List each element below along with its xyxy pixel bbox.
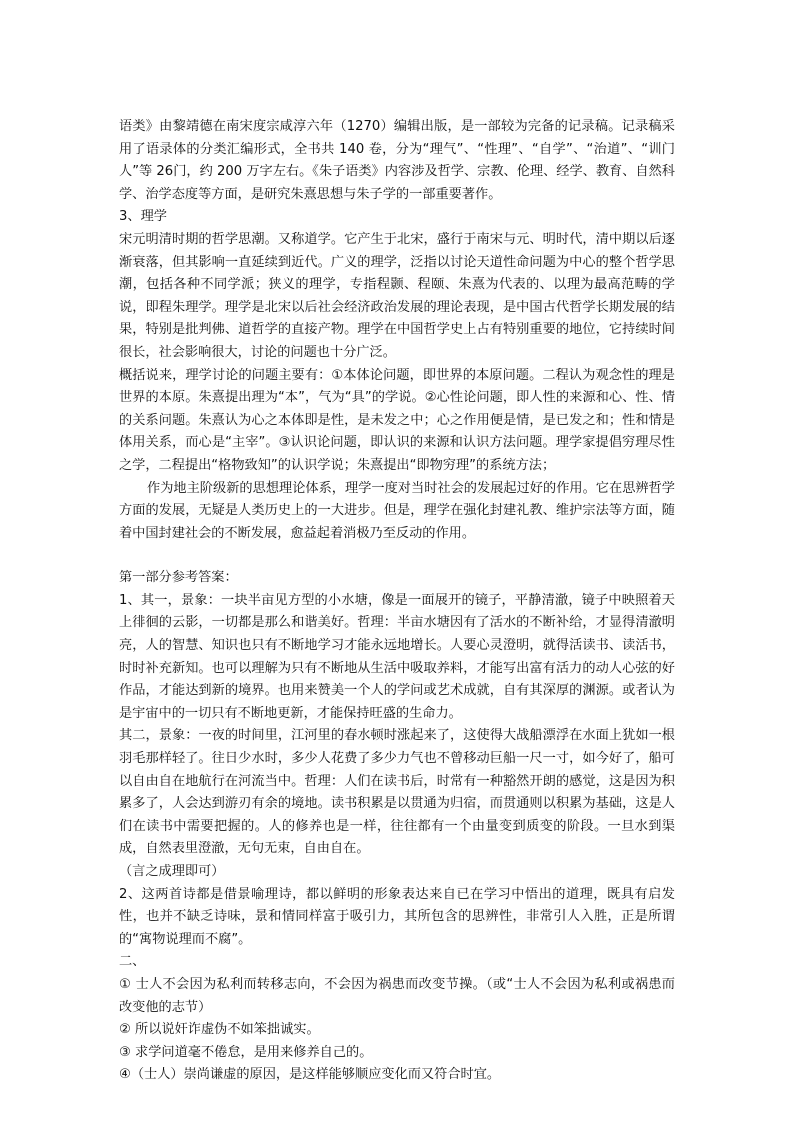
answer-1-part-1: 1、其一，景象：一块半亩见方型的小水塘，像是一面展开的镜子，平静清澈，镜子中映照着天上徘徊的云影，一切都是那么和谐美好。哲理：半亩水塘因有了活水的不断补给，才显得清澈明亮，人的智慧、知识也只有不断地学习才能永远地增长。人要心灵澄明，就得活读书、读活书，时时补充新知。也可以理解为只有不断地从生活中吸取养料，才能写出富有活力的动人心弦的好作品，才能达到新的境界。也用来赞美一个人的学问或艺术成就，自有其深厚的渊源。或者认为是宇宙中的一切只有不断地更新，才能保持旺盛的生命力。	[119, 592, 675, 721]
lixue-paragraph-1: 宋元明清时期的哲学思潮。又称道学。它产生于北宋，盛行于南宋与元、明时代，清中期以后逐渐衰落，但其影响一直延续到近代。广义的理学，泛指以讨论天道性命问题为中心的整个哲学思潮，包括各种不同学派；狭义的理学，专指程颢、程颐、朱熹为代表的、以理为最高范畴的学说，即程朱理学。理学是北宋以后社会经济政治发展的理论表现，是中国古代哲学长期发展的结果，特别是批判佛、道哲学的直接产物。理学在中国哲学史上占有特别重要的地位，它持续时间很长，社会影响很大，讨论的问题也十分广泛。	[119, 231, 675, 360]
lixue-paragraph-2: 概括说来，理学讨论的问题主要有：①本体论问题，即世界的本原问题。二程认为观念性的理是世界的本原。朱熹提出理为“本”，气为“具”的学说。②心性论问题，即人性的来源和心、性、情的关系问题。朱熹认为心之本体即是性，是未发之中；心之作用便是情，是已发之和；性和情是体用关系，而心是“主宰”。③认识论问题，即认识的来源和认识方法问题。理学家提倡穷理尽性之学，二程提出“格物致知”的认识学说；朱熹提出“即物穷理”的系统方法；	[119, 367, 675, 473]
intro-paragraph: 语类》由黎靖德在南宋度宗咸淳六年（1270）编辑出版，是一部较为完备的记录稿。记录稿采用了语录体的分类汇编形式，全书共 140 卷，分为“理气”、“性理”、“自学”、“治道”、“训门人”等 26门，约 200 万字左右。《朱子语类》内容涉及哲学、宗教、伦理、经学、教育、自然科学、治学态度等方面，是研究朱熹思想与朱子学的一部重要著作。	[119, 119, 675, 202]
answers-heading: 第一部分参考答案：	[119, 570, 238, 586]
translation-item-4: ④（士人）崇尚谦虚的原因，是这样能够顺应变化而又符合时宜。	[119, 1067, 501, 1083]
section-heading-lixue: 3、理学	[119, 209, 167, 225]
answer-note: （言之成理即可）	[119, 864, 225, 879]
lixue-paragraph-3: 作为地主阶级新的思想理论体系，理学一度对当时社会的发展起过好的作用。它在思辨哲学方面的发展，无疑是人类历史上的一大进步。但是，理学在强化封建礼教、维护宗法等方面，随着中国封建社会的不断发展，愈益起着消极乃至反动的作用。	[119, 480, 675, 541]
translation-item-3: ③ 求学问道毫不倦怠，是用来修养自己的。	[119, 1044, 373, 1060]
document-page	[119, 116, 675, 1087]
translation-item-1: ① 士人不会因为私利而转移志向，不会因为祸患而改变节操。（或“士人不会因为私利或祸患而改变他的志节）	[119, 976, 675, 1015]
answer-2: 2、这两首诗都是借景喻理诗，都以鲜明的形象表达来自已在学习中悟出的道理，既具有启发性，也并不缺乏诗味，景和情同样富于吸引力，其所包含的思辨性，非常引人入胜，正是所谓的“寓物说理而不腐”。	[119, 886, 675, 947]
section-two-heading: 二、	[119, 954, 146, 970]
translation-item-2: ② 所以说奸诈虚伪不如笨拙诚实。	[119, 1022, 320, 1038]
spacer	[119, 545, 675, 567]
answer-1-part-2: 其二，景象：一夜的时间里，江河里的春水顿时涨起来了，这使得大战船漂浮在水面上犹如一根羽毛那样轻了。往日少水时，多少人花费了多少力气也不曾移动巨船一尺一寸，如今好了，船可以自由自在地航行在河流当中。哲理：人们在读书后，时常有一种豁然开朗的感觉，这是因为积累多了，人会达到游刃有余的境地。读书积累是以贯通为归宿，而贯通则以积累为基础，这是人们在读书中需要把握的。人的修养也是一样，往往都有一个由量变到质变的阶段。一旦水到渠成，自然表里澄澈，无句无束，自由自在。	[119, 728, 675, 857]
